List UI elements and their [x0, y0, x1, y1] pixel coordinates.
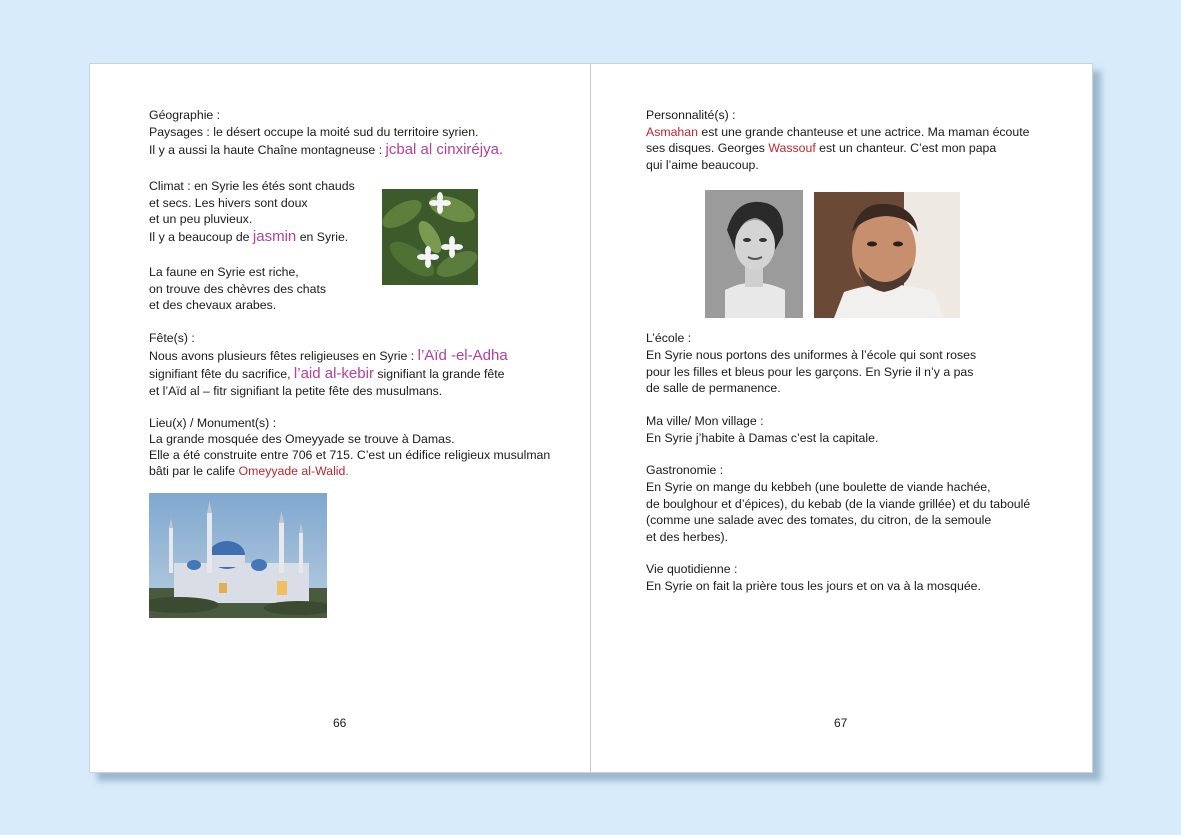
caliph-name-highlight: Omeyyade al-Walid.: [238, 464, 349, 478]
page-number-left: 66: [333, 716, 347, 730]
gastronomy-line-2: de boulghour et d’épices), du kebab (de la viande grillée) et du taboulé: [646, 497, 1031, 511]
fauna-line-2: on trouve des chèvres des chats: [149, 282, 327, 296]
school-line-1: En Syrie nous portons des uniformes à l’école qui sont roses: [646, 348, 977, 362]
places-line-3: bâti par le calife Omeyyade al-Walid.: [149, 464, 349, 478]
climate-line-4: Il y a beaucoup de jasmin en Syrie.: [149, 228, 349, 245]
fetes-line-3: et l’Aïd al – fitr signifiant la petite fête des musulmans.: [149, 384, 443, 398]
town-heading: Ma ville/ Mon village :: [646, 414, 764, 428]
daily-life-heading: Vie quotidienne :: [646, 562, 738, 576]
school-line-2: pour les filles et bleus pour les garçons. En Syrie il n’y a pas: [646, 365, 974, 379]
jasmin-highlight: jasmin: [252, 228, 297, 245]
jasmine-photo: [382, 189, 478, 285]
places-heading: Lieu(x) / Monument(s) :: [149, 416, 277, 430]
school-heading: L’école :: [646, 331, 692, 345]
mosque-photo: [149, 493, 327, 618]
book-spread: [89, 63, 1093, 773]
aid-el-adha-highlight: l’Aïd -el-Adha: [417, 347, 508, 364]
asmahan-portrait: [705, 190, 803, 318]
personalities-line-3: qui l’aime beaucoup.: [646, 158, 759, 172]
daily-life-line-1: En Syrie on fait la prière tous les jours et on va à la mosquée.: [646, 579, 981, 593]
gastronomy-heading: Gastronomie :: [646, 463, 724, 477]
left-page: [90, 64, 590, 772]
geography-line-2: Il y a aussi la haute Chaîne montagneuse : jcbal al cinxiréjya.: [149, 141, 504, 158]
personalities-heading: Personnalité(s) :: [646, 108, 736, 122]
climate-line-3: et un peu pluvieux.: [149, 212, 253, 226]
mountain-name-highlight: jcbal al cinxiréjya.: [385, 141, 504, 158]
fetes-heading: Fête(s) :: [149, 331, 195, 345]
fauna-line-1: La faune en Syrie est riche,: [149, 265, 299, 279]
personalities-line-2: ses disques. Georges Wassouf est un chanteur. C’est mon papa: [646, 141, 997, 155]
aid-al-kebir-highlight: l’aid al-kebir: [293, 365, 374, 382]
page-number-right: 67: [834, 716, 848, 730]
wassouf-portrait: [814, 192, 960, 318]
fauna-line-3: et des chevaux arabes.: [149, 298, 277, 312]
right-page: [591, 64, 1091, 772]
wassouf-highlight: Wassouf: [768, 141, 816, 155]
climate-line-1: Climat : en Syrie les étés sont chauds: [149, 179, 355, 193]
climate-line-2: et secs. Les hivers sont doux: [149, 196, 308, 210]
gastronomy-line-1: En Syrie on mange du kebbeh (une boulette de viande hachée,: [646, 480, 991, 494]
fetes-line-1: Nous avons plusieurs fêtes religieuses en Syrie : l’Aïd -el-Adha: [149, 347, 508, 364]
places-line-2: Elle a été construite entre 706 et 715. C’est un édifice religieux musulman: [149, 448, 551, 462]
geography-heading: Géographie :: [149, 108, 221, 122]
places-line-1: La grande mosquée des Omeyyade se trouve à Damas.: [149, 432, 455, 446]
town-line-1: En Syrie j’habite à Damas c’est la capitale.: [646, 431, 879, 445]
asmahan-highlight: Asmahan: [646, 125, 698, 139]
fetes-line-2: signifiant fête du sacrifice, l’aid al-kebir signifiant la grande fête: [149, 365, 505, 382]
gastronomy-line-4: et des herbes).: [646, 530, 729, 544]
gastronomy-line-3: (comme une salade avec des tomates, du citron, de la semoule: [646, 513, 992, 527]
geography-line-1: Paysages : le désert occupe la moité sud du territoire syrien.: [149, 125, 479, 139]
school-line-3: de salle de permanence.: [646, 381, 781, 395]
personalities-line-1: Asmahan est une grande chanteuse et une actrice. Ma maman écoute: [646, 125, 1030, 139]
